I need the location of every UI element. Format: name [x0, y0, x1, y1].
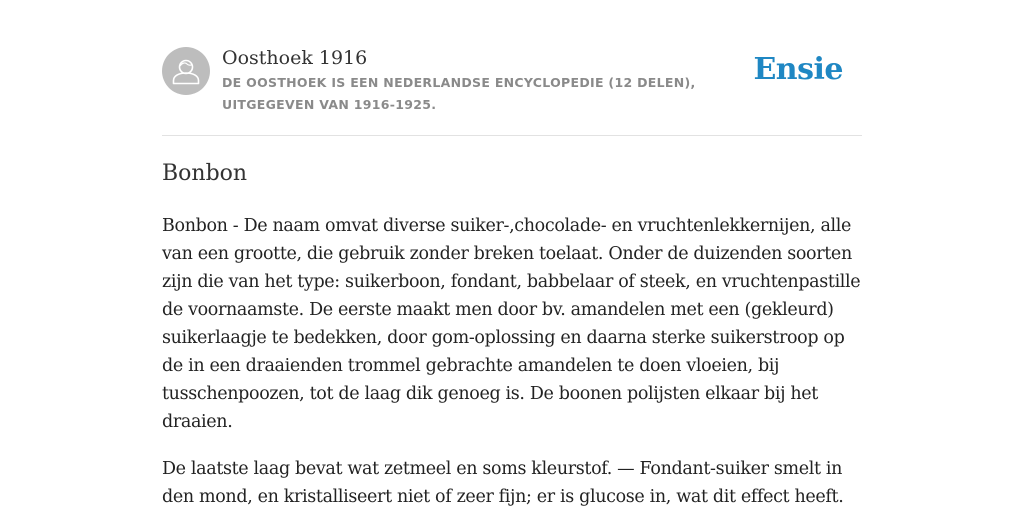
- user-silhouette-icon: [162, 47, 210, 95]
- source-header: [162, 46, 862, 136]
- article-paragraph: De laatste laag bevat wat zetmeel en soms kleurstof. — Fondant-suiker smelt in den mond, en kristalliseert niet of zeer fijn; er is glucose in, wat dit effect heeft.: [162, 459, 844, 507]
- source-avatar[interactable]: [162, 47, 210, 95]
- source-name[interactable]: Oosthoek 1916: [222, 47, 368, 69]
- header-divider: [162, 135, 862, 136]
- article-paragraph: Bonbon - De naam omvat diverse suiker-,chocolade- en vruchtenlekkernijen, alle van een grootte, die gebruik zonder breken toelaat. Onder de duizenden soorten zijn die van het type: suikerboon, fondant, babbelaar of steek, en vruchtenpastille de voornaamste. De eerste maakt men door bv. amandelen met een (gekleurd) suikerlaagje te bedekken, door gom-oplossing en daarna sterke suikerstroop op de in een draaienden trommel gebrachte amandelen te doen vloeien, bij tusschenpoozen, tot de laag dik genoeg is. De boonen polijsten elkaar bij het draaien.: [162, 216, 861, 432]
- ensie-logo[interactable]: Ensie: [753, 52, 843, 87]
- source-description: DE OOSTHOEK IS EEN NEDERLANDSE ENCYCLOPEDIE (12 DELEN), UITGEGEVEN VAN 1916-1925.: [222, 75, 696, 112]
- article-body: [162, 212, 866, 512]
- article-title: Bonbon: [162, 161, 248, 186]
